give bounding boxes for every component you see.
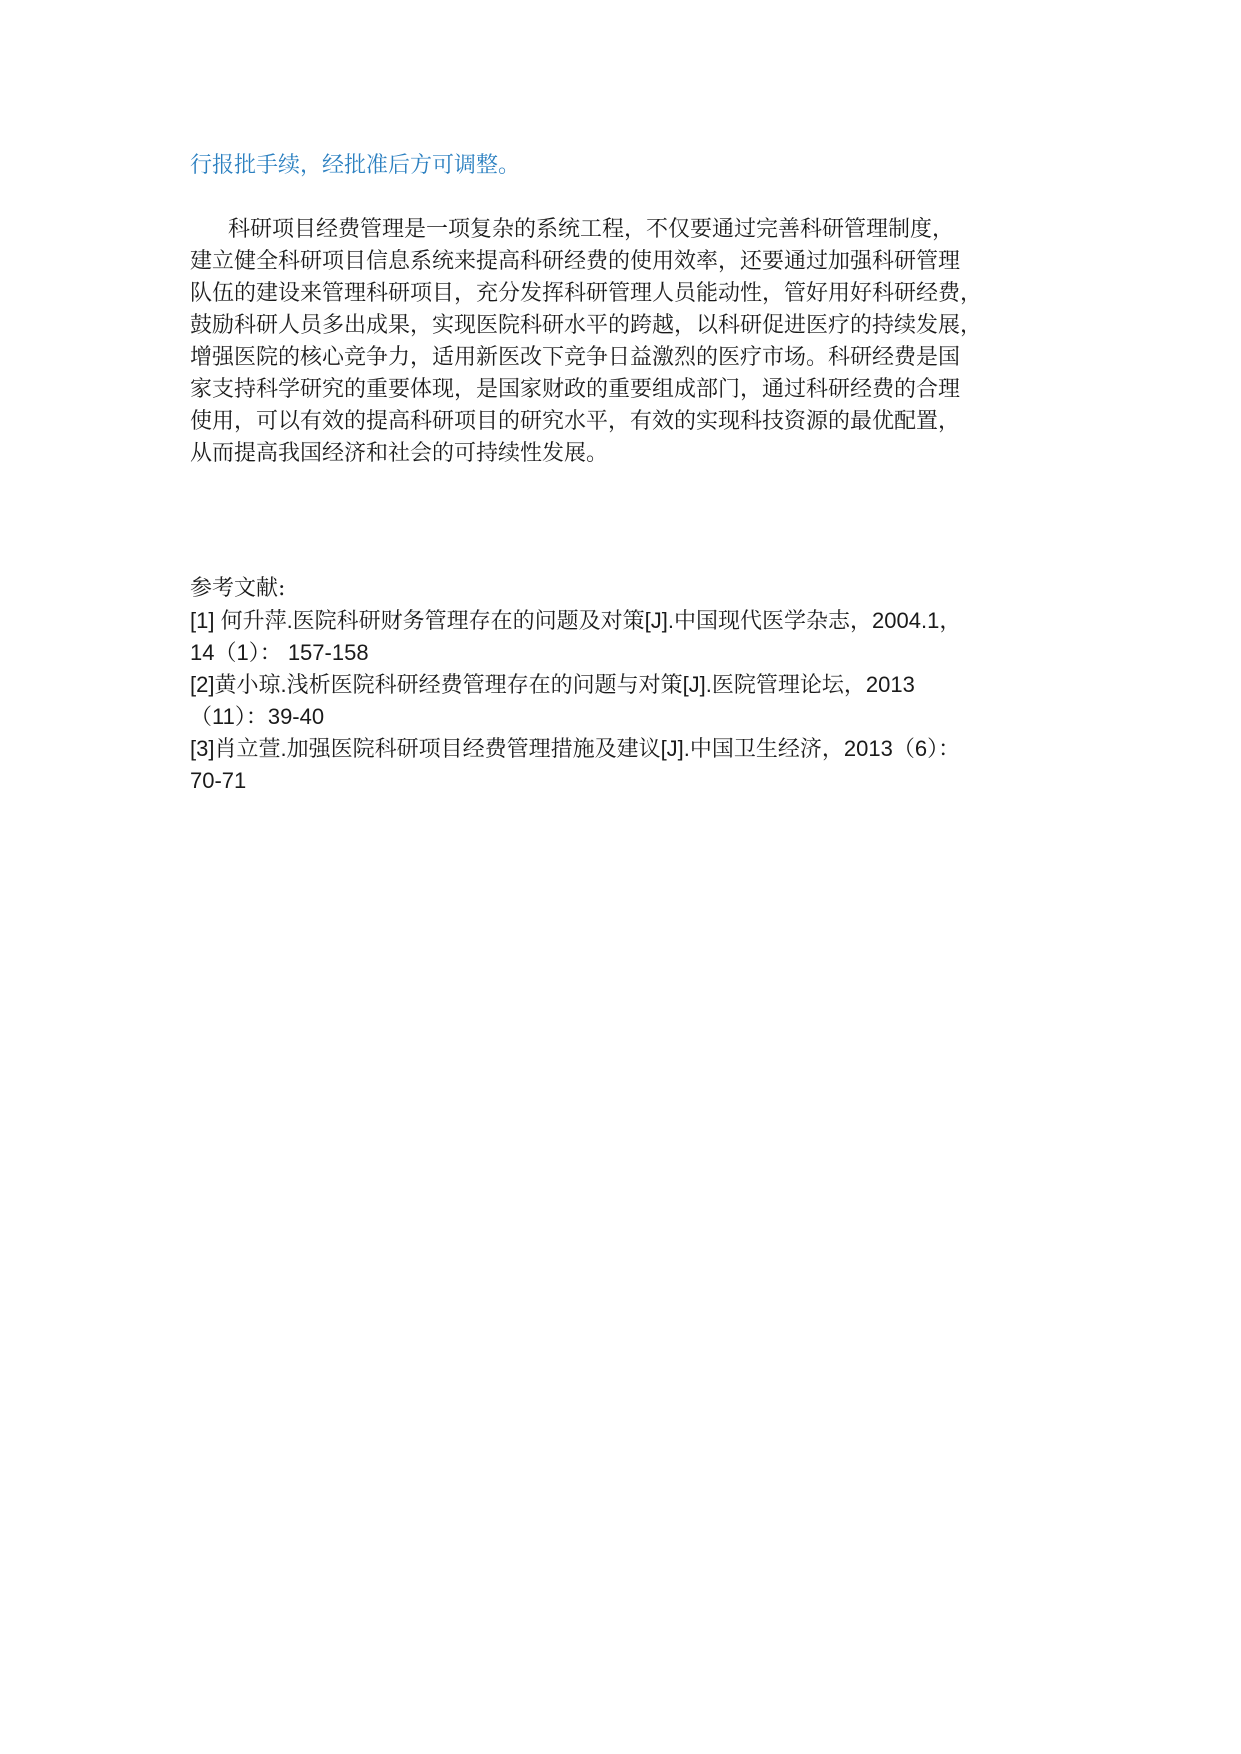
carry-over-section [190, 150, 1060, 182]
reference-line: 14（1）： 157-158 [190, 640, 369, 665]
carry-over-line: 行报批手续，经批准后方可调整。 [190, 153, 521, 178]
summary-paragraph [190, 214, 1060, 470]
reference-line: 70-71 [190, 768, 247, 793]
paragraph-line: 科研项目经费管理是一项复杂的系统工程，不仅要通过完善科研管理制度， [228, 217, 955, 242]
paragraph-line: 从而提高我国经济和社会的可持续性发展。 [190, 441, 609, 466]
paragraph-line: 家支持科学研究的重要体现，是国家财政的重要组成部门，通过科研经费的合理 [190, 377, 961, 402]
references-heading: 参考文献: [190, 576, 286, 601]
paragraph-line: 建立健全科研项目信息系统来提高科研经费的使用效率，还要通过加强科研管理 [190, 249, 961, 274]
reference-line: [3]肖立萱.加强医院科研项目经费管理措施及建议[J].中国卫生经济，2013（6）： [190, 736, 961, 761]
reference-line: [2]黄小琼.浅析医院科研经费管理存在的问题与对策[J].医院管理论坛，2013 [190, 672, 915, 697]
reference-line: （11）：39-40 [190, 704, 325, 729]
reference-line: [1] 何升萍.医院科研财务管理存在的问题及对策[J].中国现代医学杂志，2004.1， [190, 608, 962, 633]
paragraph-line: 使用，可以有效的提高科研项目的研究水平，有效的实现科技资源的最优配置， [190, 409, 961, 434]
paragraph-line: 增强医院的核心竞争力，适用新医改下竞争日益激烈的医疗市场。科研经费是国 [190, 345, 961, 370]
paragraph-line: 队伍的建设来管理科研项目，充分发挥科研管理人员能动性，管好用好科研经费， [190, 281, 983, 306]
paragraph-line: 鼓励科研人员多出成果，实现医院科研水平的跨越，以科研促进医疗的持续发展， [190, 313, 983, 338]
references-section [190, 572, 1060, 796]
